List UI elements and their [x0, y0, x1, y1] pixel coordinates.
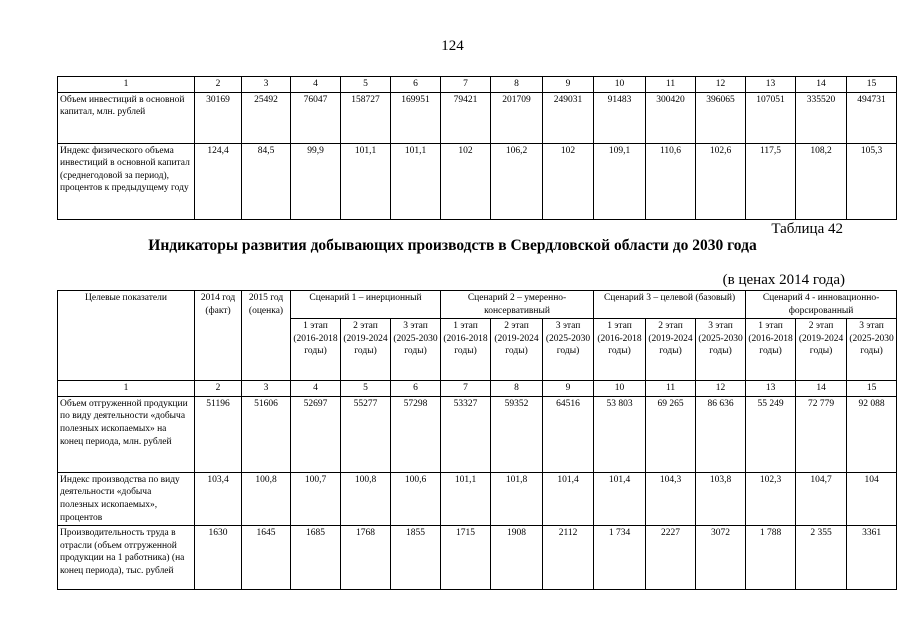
index-cell: 7	[441, 77, 491, 93]
stage-header: 1 этап (2016-2018 годы)	[441, 319, 491, 381]
table-cell: 1768	[341, 526, 391, 590]
row-label: Объем отгруженной продукции по виду деятельности «добыча полезных ископаемых» на конец периода, млн. рублей	[58, 396, 195, 472]
index-cell: 11	[646, 381, 696, 397]
index-cell: 7	[441, 381, 491, 397]
table-cell: 53 803	[594, 396, 646, 472]
table-cell: 76047	[291, 92, 341, 143]
table-cell: 1 788	[746, 526, 796, 590]
table-cell: 55 249	[746, 396, 796, 472]
table-cell: 1685	[291, 526, 341, 590]
table-cell: 117,5	[746, 143, 796, 219]
table-cell: 300420	[646, 92, 696, 143]
index-cell: 14	[796, 381, 847, 397]
table-cell: 101,1	[441, 472, 491, 525]
index-cell: 12	[696, 381, 746, 397]
table-cell: 101,4	[594, 472, 646, 525]
table-cell: 124,4	[195, 143, 242, 219]
table-cell: 1 734	[594, 526, 646, 590]
table-cell: 103,8	[696, 472, 746, 525]
column-header: 2014 год (факт)	[195, 291, 242, 381]
table-row	[58, 143, 897, 219]
index-cell: 3	[242, 381, 291, 397]
index-cell: 8	[491, 381, 543, 397]
table-cell: 79421	[441, 92, 491, 143]
table-cell: 1855	[391, 526, 441, 590]
table-cell: 102,6	[696, 143, 746, 219]
column-header: 2015 год (оценка)	[242, 291, 291, 381]
table-cell: 1645	[242, 526, 291, 590]
table-row	[58, 472, 897, 525]
index-cell: 1	[58, 381, 195, 397]
stage-header: 3 этап (2025-2030 годы)	[696, 319, 746, 381]
index-cell: 6	[391, 77, 441, 93]
stage-header: 1 этап (2016-2018 годы)	[594, 319, 646, 381]
table-cell: 249031	[543, 92, 594, 143]
index-cell: 2	[195, 381, 242, 397]
index-cell: 3	[242, 77, 291, 93]
table-cell: 2 355	[796, 526, 847, 590]
index-row	[58, 381, 897, 397]
index-cell: 10	[594, 77, 646, 93]
table-cell: 109,1	[594, 143, 646, 219]
index-cell: 4	[291, 77, 341, 93]
index-cell: 13	[746, 77, 796, 93]
table-cell: 104	[847, 472, 897, 525]
table-cell: 57298	[391, 396, 441, 472]
table-cell: 101,1	[341, 143, 391, 219]
table-cell: 53327	[441, 396, 491, 472]
table-cell: 86 636	[696, 396, 746, 472]
stage-header: 3 этап (2025-2030 годы)	[847, 319, 897, 381]
table-cell: 55277	[341, 396, 391, 472]
index-cell: 4	[291, 381, 341, 397]
table-cell: 101,8	[491, 472, 543, 525]
table-cell: 100,7	[291, 472, 341, 525]
table-cell: 104,3	[646, 472, 696, 525]
table-cell: 158727	[341, 92, 391, 143]
stage-header: 3 этап (2025-2030 годы)	[543, 319, 594, 381]
table-cell: 84,5	[242, 143, 291, 219]
stage-header: 2 этап (2019-2024 годы)	[341, 319, 391, 381]
page-number: 124	[441, 38, 464, 54]
scenario-header: Сценарий 1 – инерционный	[291, 291, 441, 319]
table-cell: 101,4	[543, 472, 594, 525]
row-label: Индекс производства по виду деятельности «добыча полезных ископаемых», процентов	[58, 472, 195, 525]
table-cell: 91483	[594, 92, 646, 143]
index-cell: 8	[491, 77, 543, 93]
table-cell: 335520	[796, 92, 847, 143]
scenario-header: Сценарий 3 – целевой (базовый)	[594, 291, 746, 319]
table-cell: 3072	[696, 526, 746, 590]
row-label: Индекс физического объема инвестиций в основной капитал (среднегодовой за период), процентов к предыдущему году	[58, 143, 195, 219]
index-cell: 2	[195, 77, 242, 93]
table-cell: 1630	[195, 526, 242, 590]
table-cell: 494731	[847, 92, 897, 143]
stage-header: 2 этап (2019-2024 годы)	[491, 319, 543, 381]
investment-table	[57, 76, 897, 220]
table-cell: 107051	[746, 92, 796, 143]
table-caption: Таблица 42	[771, 221, 843, 237]
table-cell: 108,2	[796, 143, 847, 219]
table-cell: 52697	[291, 396, 341, 472]
header-row	[58, 291, 897, 319]
index-cell: 5	[341, 77, 391, 93]
table-cell: 59352	[491, 396, 543, 472]
index-cell: 5	[341, 381, 391, 397]
index-cell: 11	[646, 77, 696, 93]
table-cell: 1908	[491, 526, 543, 590]
row-label: Производительность труда в отрасли (объем отгруженной продукции на 1 работника) (на конец периода), тыс. рублей	[58, 526, 195, 590]
table-cell: 72 779	[796, 396, 847, 472]
table-cell: 51196	[195, 396, 242, 472]
index-cell: 12	[696, 77, 746, 93]
row-label: Объем инвестиций в основной капитал, млн. рублей	[58, 92, 195, 143]
table-cell: 102	[441, 143, 491, 219]
table-cell: 103,4	[195, 472, 242, 525]
index-cell: 15	[847, 381, 897, 397]
table-cell: 110,6	[646, 143, 696, 219]
stage-header: 1 этап (2016-2018 годы)	[746, 319, 796, 381]
table-row	[58, 526, 897, 590]
table-cell: 104,7	[796, 472, 847, 525]
index-cell: 6	[391, 381, 441, 397]
table-cell: 100,6	[391, 472, 441, 525]
table-cell: 99,9	[291, 143, 341, 219]
index-cell: 15	[847, 77, 897, 93]
table-cell: 51606	[242, 396, 291, 472]
table-cell: 105,3	[847, 143, 897, 219]
table-cell: 1715	[441, 526, 491, 590]
index-cell: 9	[543, 381, 594, 397]
index-cell: 1	[58, 77, 195, 93]
index-row	[58, 77, 897, 93]
table-cell: 64516	[543, 396, 594, 472]
index-cell: 13	[746, 381, 796, 397]
table-cell: 30169	[195, 92, 242, 143]
table-cell: 2227	[646, 526, 696, 590]
table-cell: 100,8	[341, 472, 391, 525]
table-cell: 2112	[543, 526, 594, 590]
indicators-table	[57, 290, 897, 590]
stage-header: 2 этап (2019-2024 годы)	[796, 319, 847, 381]
stage-header: 2 этап (2019-2024 годы)	[646, 319, 696, 381]
column-header: Целевые показатели	[58, 291, 195, 381]
table-cell: 201709	[491, 92, 543, 143]
table-cell: 100,8	[242, 472, 291, 525]
table-cell: 69 265	[646, 396, 696, 472]
table-cell: 102,3	[746, 472, 796, 525]
stage-header: 3 этап (2025-2030 годы)	[391, 319, 441, 381]
table-cell: 25492	[242, 92, 291, 143]
table-cell: 3361	[847, 526, 897, 590]
scenario-header: Сценарий 4 - инновационно-форсированный	[746, 291, 897, 319]
table-cell: 169951	[391, 92, 441, 143]
scenario-header: Сценарий 2 – умеренно-консервативный	[441, 291, 594, 319]
price-note: (в ценах 2014 года)	[722, 272, 845, 288]
index-cell: 10	[594, 381, 646, 397]
table-title: Индикаторы развития добывающих производств в Свердловской области до 2030 года	[148, 237, 757, 254]
table-cell: 106,2	[491, 143, 543, 219]
table-cell: 92 088	[847, 396, 897, 472]
index-cell: 14	[796, 77, 847, 93]
index-cell: 9	[543, 77, 594, 93]
table-row	[58, 396, 897, 472]
table-row	[58, 92, 897, 143]
stage-header: 1 этап (2016-2018 годы)	[291, 319, 341, 381]
table-cell: 102	[543, 143, 594, 219]
table-cell: 101,1	[391, 143, 441, 219]
table-cell: 396065	[696, 92, 746, 143]
